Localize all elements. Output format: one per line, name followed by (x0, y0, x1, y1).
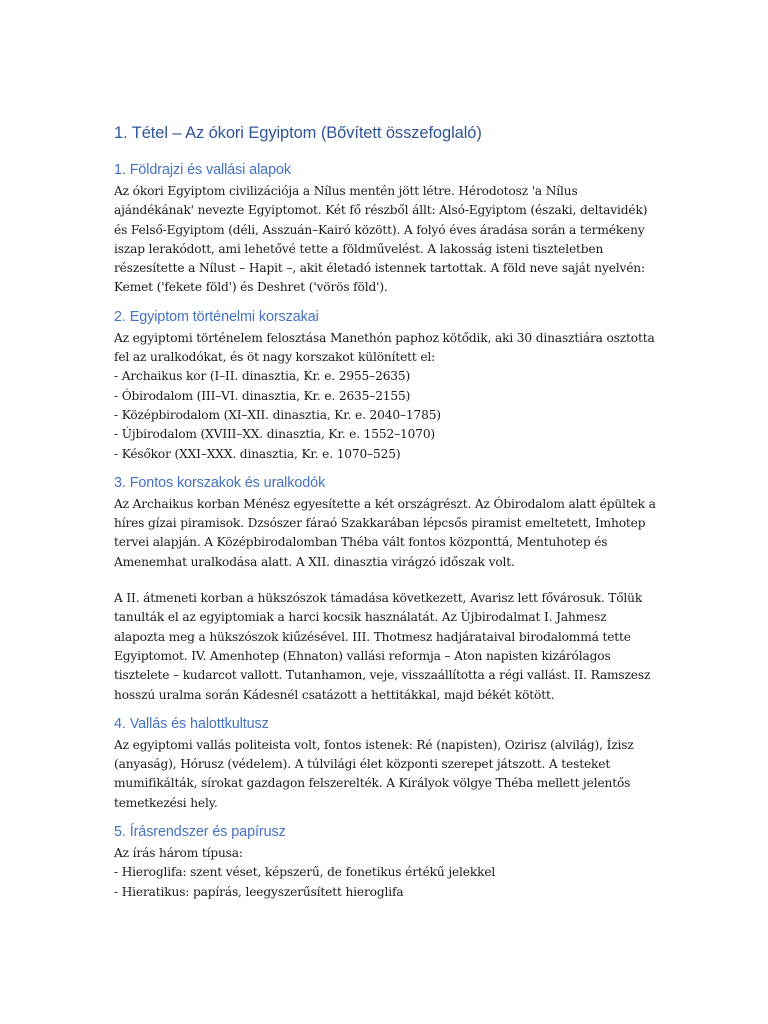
paragraph: A II. átmeneti korban a hükszószok támadása következett, Avarisz lett fővárosuk. Tőlük tanulták el az egyiptomiak a harci kocsik használatát. Az Újbirodalmat I. Jahmesz alapozta meg a hükszószok kiűzésével. III. Thotmesz hadjárataival birodalommá tette Egyiptomot. IV. Amenhotep (Ehnaton) vallási reformja – Aton napisten kizárólagos tisztelete – kudarcot vallott. Tutanhamon, veje, visszaállította a régi vallást. II. Ramszesz hosszú uralma során Kádesnél csatázott a hettitákkal, majd békét kötött. (114, 591, 651, 702)
document-body (114, 124, 659, 913)
section-heading: 3. Fontos korszakok és uralkodók (114, 474, 326, 491)
list-item: - Óbirodalom (III–VI. dinasztia, Kr. e. 2635–2155) (114, 388, 411, 403)
paragraph: Az írás három típusa: (114, 846, 243, 861)
section-writing (114, 824, 659, 902)
section-periods (114, 309, 659, 464)
list-item: - Hieratikus: papírás, leegyszerűsített hieroglifa (114, 884, 404, 899)
paragraph: Az egyiptomi történelem felosztása Manethón paphoz kötődik, aki 30 dinasztiára osztotta fel az uralkodókat, és öt nagy korszakot különített el: (114, 330, 655, 365)
section-heading: 2. Egyiptom történelmi korszakai (114, 308, 319, 325)
section-geography (114, 162, 659, 298)
section-heading: 1. Földrajzi és vallási alapok (114, 162, 291, 178)
paragraph: Az egyiptomi vallás politeista volt, fontos istenek: Ré (napisten), Ozirisz (alvilág), Ízisz (anyaság), Hórusz (védelem). A túlvilági élet központi szerepet játszott. A testeket mumifikálták, sírokat gazdagon felszerelték. A Királyok völgye Théba mellett jelentős temetkezési hely. (114, 737, 634, 810)
section-heading: 4. Vallás és halottkultusz (114, 715, 269, 732)
document-title: 1. Tétel – Az ókori Egyiptom (Bővített összefoglaló) (114, 124, 482, 142)
list-item: - Középbirodalom (XI–XII. dinasztia, Kr. e. 2040–1785) (114, 407, 441, 422)
list-item: - Hieroglifa: szent véset, képszerű, de fonetikus értékű jelekkel (114, 865, 496, 880)
section-heading: 5. Írásrendszer és papírusz (114, 824, 286, 841)
list-item: - Későkor (XXI–XXX. dinasztia, Kr. e. 1070–525) (114, 446, 401, 461)
section-rulers (114, 475, 659, 705)
list-item: - Archaikus kor (I–II. dinasztia, Kr. e. 2955–2635) (114, 369, 411, 384)
paragraph: Az Archaikus korban Ménész egyesítette a két országrészt. Az Óbirodalom alatt épültek a híres gízai piramisok. Dzsószer fáraó Szakkarában lépcsős piramist emeltetett, Imhotep tervei alapján. A Középbirodalomban Théba vált fontos központtá, Mentuhotep és Amenemhat uralkodása alatt. A XII. dinasztia virágzó időszak volt. (114, 496, 656, 569)
section-religion (114, 716, 659, 813)
paragraph: Az ókori Egyiptom civilizációja a Nílus mentén jött létre. Hérodotosz 'a Nílus ajándékának' nevezte Egyiptomot. Két fő részből állt: Alsó-Egyiptom (északi, deltavidék) és Felső-Egyiptom (déli, Asszuán–Kairó között). A folyó éves áradása során a termékeny iszap lerakódott, ami lehetővé tette a földművelést. A lakosság isteni tiszteletben részesítette a Nílust – Hapit –, akit életadó istennek tartottak. A föld neve saját nyelvén: Kemet ('fekete föld') és Deshret ('vörös föld'). (114, 184, 648, 295)
list-item: - Újbirodalom (XVIII–XX. dinasztia, Kr. e. 1552–1070) (114, 427, 436, 442)
